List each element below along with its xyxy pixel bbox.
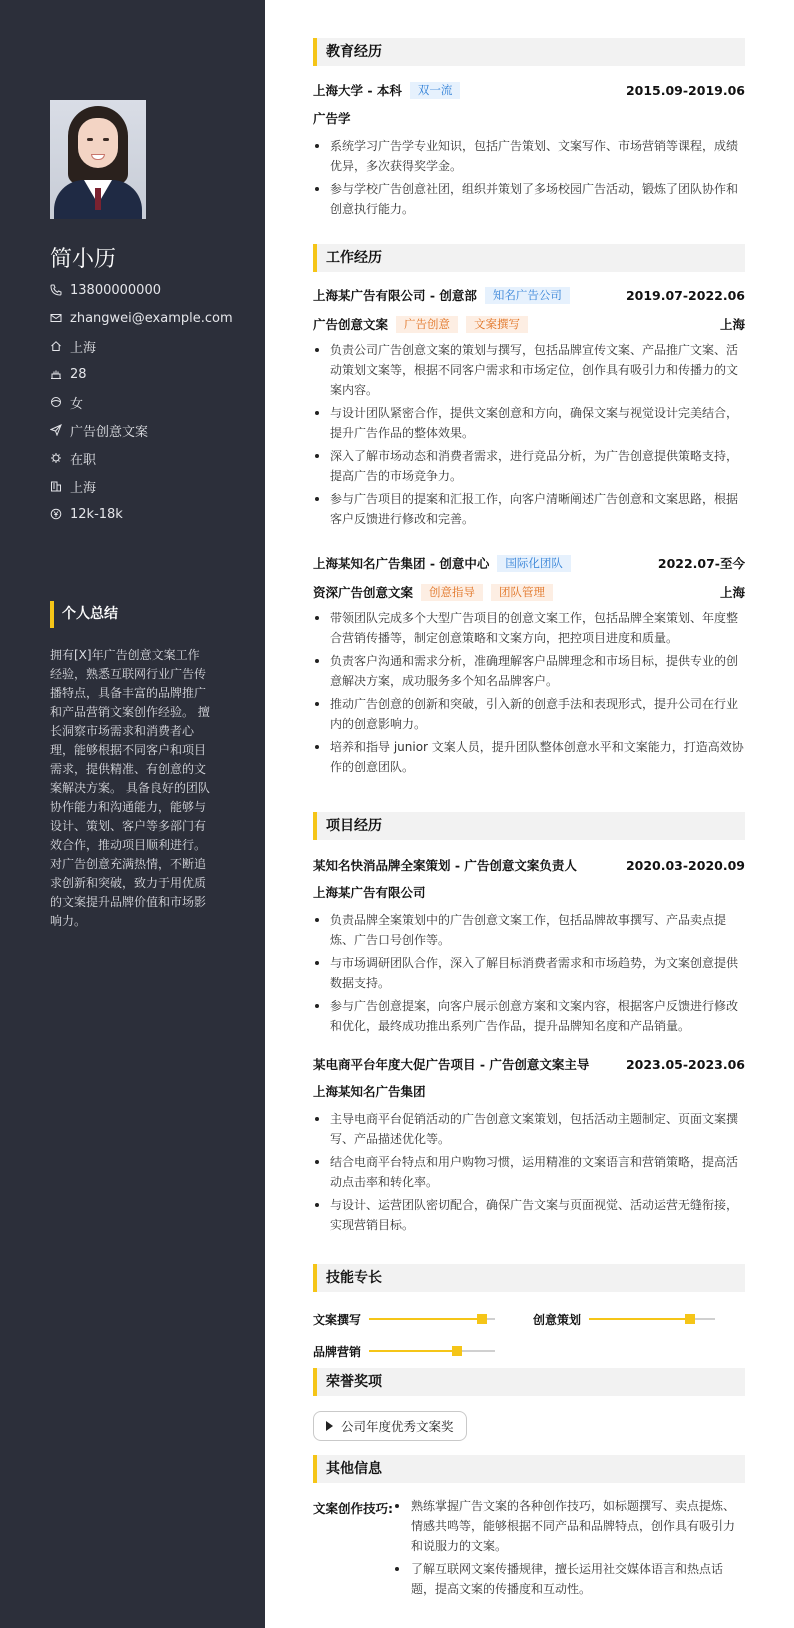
project-2-org: 上海某知名广告集团 (313, 1084, 426, 1099)
job-2-company-tag: 国际化团队 (497, 555, 571, 572)
info-email (50, 304, 233, 332)
info-age-text: 28 (70, 366, 87, 382)
project-2-bullets (313, 1109, 745, 1238)
education-date: 2015.09-2019.06 (625, 82, 745, 98)
job-1-bullets (313, 340, 745, 532)
job-1-role: 广告创意文案 (313, 317, 389, 332)
list-item: 参与广告创意提案，向客户展示创意方案和文案内容，根据客户反馈进行修改和优化，最终成功推出系列广告作品，提升品牌知名度和产品销量。 (313, 996, 745, 1036)
list-item: 深入了解市场动态和消费者需求，进行竞品分析，为广告创意提供策略支持，提高广告的市场竞争力。 (313, 446, 745, 486)
avatar-photo (50, 100, 146, 219)
project-1-date: 2020.03-2020.09 (625, 857, 745, 873)
list-item: 系统学习广告学专业知识，包括广告策划、文案写作、市场营销等课程，成绩优异，多次获得奖学金。 (313, 136, 745, 176)
info-city (50, 472, 233, 500)
gender-icon (50, 396, 62, 408)
info-phone (50, 276, 233, 304)
list-item: 参与学校广告创意社团，组织并策划了多场校园广告活动，锻炼了团队协作和创意执行能力。 (313, 179, 745, 219)
job-2-date: 2022.07-至今 (657, 556, 745, 571)
list-item: 与市场调研团队合作，深入了解目标消费者需求和市场趋势，为文案创意提供数据支持。 (313, 953, 745, 993)
project-1-org: 上海某广告有限公司 (313, 885, 426, 900)
list-item: 与设计团队紧密合作，提供文案创意和方向，确保文案与视觉设计完美结合，提升广告作品的整体效果。 (313, 403, 745, 443)
send-icon (50, 424, 62, 436)
info-salary-text: 12k-18k (70, 506, 123, 522)
project-2-name: 某电商平台年度大促广告项目 - 广告创意文案主导 (313, 1057, 590, 1072)
other-bullets (393, 1496, 745, 1602)
salary-icon (50, 508, 62, 520)
mail-icon (50, 312, 62, 324)
project-1-bullets (313, 910, 745, 1039)
summary-section-title: 个人总结 (50, 601, 118, 628)
list-item: 熟练掌握广告文案的各种创作技巧，如标题撰写、卖点提炼、情感共鸣等，能够根据不同产品和品牌特点，创作具有吸引力和说服力的文案。 (393, 1496, 745, 1556)
info-status (50, 444, 233, 472)
award-label: 公司年度优秀文案奖 (341, 1419, 454, 1434)
project-2-date: 2023.05-2023.06 (625, 1056, 745, 1072)
play-icon (326, 1421, 333, 1431)
info-gender (50, 388, 233, 416)
job-1-location: 上海 (719, 317, 745, 332)
profile-name: 简小历 (50, 247, 117, 272)
age-icon (50, 368, 62, 380)
info-position (50, 416, 233, 444)
skill-item (313, 1342, 495, 1360)
job-2-role-row (313, 583, 745, 601)
list-item: 结合电商平台特点和用户购物习惯，运用精准的文案语言和营销策略，提高活动点击率和转化率。 (313, 1152, 745, 1192)
list-item: 负责公司广告创意文案的策划与撰写，包括品牌宣传文案、产品推广文案、活动策划文案等，根据不同客户需求和市场定位，创作具有吸引力和传播力的文案内容。 (313, 340, 745, 400)
job-1-company-tag: 知名广告公司 (485, 287, 570, 304)
job-2-header (313, 554, 745, 572)
skill-bar-knob (685, 1314, 695, 1324)
award-item[interactable] (313, 1411, 467, 1441)
city-icon (50, 480, 62, 492)
other-label: 文案创作技巧: (313, 1501, 393, 1516)
list-item: 与设计、运营团队密切配合，确保广告文案与页面视觉、活动运营无缝衔接，实现营销目标。 (313, 1195, 745, 1235)
info-home (50, 332, 233, 360)
home-icon (50, 340, 62, 352)
skill-item (533, 1310, 715, 1328)
list-item: 培养和指导 junior 文案人员，提升团队整体创意水平和文案能力，打造高效协作的创意团队。 (313, 737, 745, 777)
skill-name: 文案撰写 (313, 1312, 362, 1327)
work-section-title: 工作经历 (313, 244, 745, 272)
other-section-title: 其他信息 (313, 1455, 745, 1483)
project-2-header (313, 1055, 745, 1073)
skill-bar-knob (452, 1346, 462, 1356)
summary-text: 拥有[X]年广告创意文案工作经验，熟悉互联网行业广告传播特点，具备丰富的品牌推广和产品营销文案创作经验。 擅长洞察市场需求和消费者心理，能够根据不同客户和项目需求，提供精准、有创意的文案解决方案。 具备良好的团队协作能力和沟通能力，能够与设计、策划、客户等多部门有效合作，推动项目顺利进行。 对广告创意充满热情，不断追求创新和突破，致力于用优质的文案提升品牌价值和市场影响力。 (50, 648, 210, 928)
education-school: 上海大学 - 本科 (313, 83, 402, 98)
sidebar (0, 0, 265, 1628)
list-item: 推动广告创意的创新和突破，引入新的创意手法和表现形式，提升公司在行业内的创意影响力。 (313, 694, 745, 734)
job-1-role-tag: 文案撰写 (466, 316, 528, 333)
job-2-role-tag: 创意指导 (421, 584, 483, 601)
job-1-role-tag: 广告创意 (396, 316, 458, 333)
info-home-text: 上海 (70, 340, 97, 356)
skill-name: 创意策划 (533, 1312, 582, 1327)
job-1-date: 2019.07-2022.06 (625, 287, 745, 303)
skill-bar (369, 1318, 495, 1320)
info-salary (50, 500, 233, 528)
list-item: 参与广告项目的提案和汇报工作，向客户清晰阐述广告创意和文案思路，根据客户反馈进行修改和完善。 (313, 489, 745, 529)
job-2-location: 上海 (719, 585, 745, 600)
job-1-role-row (313, 315, 745, 333)
job-2-role: 资深广告创意文案 (313, 585, 414, 600)
list-item: 负责客户沟通和需求分析，准确理解客户品牌理念和市场目标，提供专业的创意解决方案，成功服务多个知名品牌客户。 (313, 651, 745, 691)
skill-bar (589, 1318, 715, 1320)
skills-section-title: 技能专长 (313, 1264, 745, 1292)
skill-bar-fill (589, 1318, 690, 1320)
info-gender-text: 女 (70, 396, 84, 412)
education-bullets (313, 136, 745, 222)
job-2-bullets (313, 608, 745, 780)
list-item: 主导电商平台促销活动的广告创意文案策划，包括活动主题制定、页面文案撰写、产品描述优化等。 (313, 1109, 745, 1149)
job-2-role-tag: 团队管理 (491, 584, 553, 601)
info-email-text: zhangwei@example.com (70, 310, 233, 326)
projects-section-title: 项目经历 (313, 812, 745, 840)
info-position-text: 广告创意文案 (70, 424, 149, 440)
job-2-company: 上海某知名广告集团 - 创意中心 (313, 556, 490, 571)
info-age (50, 360, 233, 388)
skill-bar-fill (369, 1350, 457, 1352)
status-icon (50, 452, 62, 464)
education-header (313, 81, 745, 99)
honors-section-title: 荣誉奖项 (313, 1368, 745, 1396)
info-phone-text: 13800000000 (70, 282, 161, 298)
job-1-company: 上海某广告有限公司 - 创意部 (313, 288, 477, 303)
skill-bar-knob (477, 1314, 487, 1324)
list-item: 了解互联网文案传播规律，擅长运用社交媒体语言和热点话题，提高文案的传播度和互动性。 (393, 1559, 745, 1599)
list-item: 带领团队完成多个大型广告项目的创意文案工作，包括品牌全案策划、年度整合营销传播等，制定创意策略和文案方向，把控项目进度和质量。 (313, 608, 745, 648)
phone-icon (50, 284, 62, 296)
list-item: 负责品牌全案策划中的广告创意文案工作，包括品牌故事撰写、产品卖点提炼、广告口号创作等。 (313, 910, 745, 950)
project-1-header (313, 856, 745, 874)
skill-bar (369, 1350, 495, 1352)
skill-bar-fill (369, 1318, 482, 1320)
education-major: 广告学 (313, 111, 351, 126)
info-city-text: 上海 (70, 480, 97, 496)
info-status-text: 在职 (70, 452, 97, 468)
job-1-header (313, 286, 745, 304)
contact-info-list (50, 276, 233, 528)
education-tag: 双一流 (410, 82, 461, 99)
skill-item (313, 1310, 495, 1328)
skill-name: 品牌营销 (313, 1344, 362, 1359)
education-section-title: 教育经历 (313, 38, 745, 66)
project-1-name: 某知名快消品牌全案策划 - 广告创意文案负责人 (313, 858, 577, 873)
